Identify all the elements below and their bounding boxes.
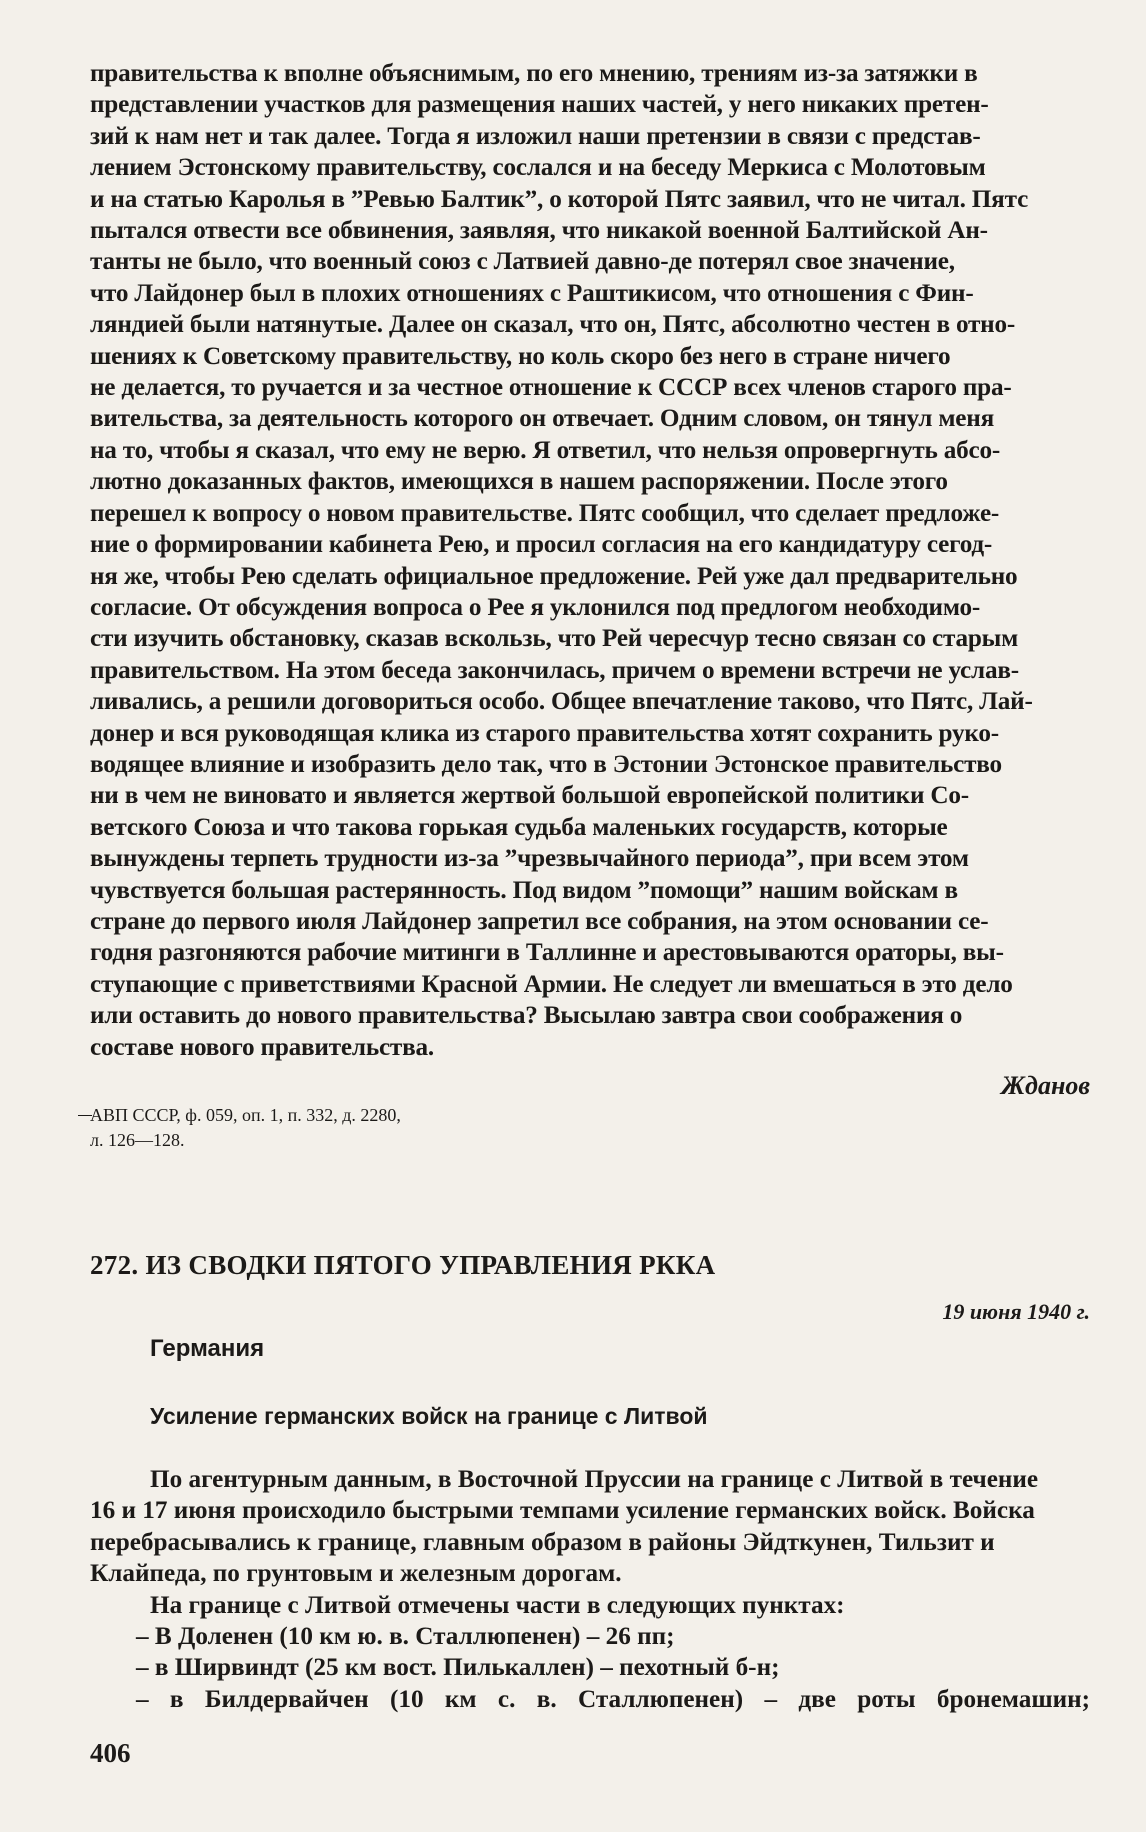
- body-line: ступающие с приветствиями Красной Армии. Не следует ли вмешаться в это дело: [90, 970, 1013, 998]
- source-line: л. 126—128.: [90, 1130, 185, 1150]
- body-line: зий к нам нет и так далее. Тогда я изложил наши претензии в связи с представ-: [90, 122, 981, 150]
- body-line: составе нового правительства.: [90, 1033, 434, 1061]
- body-line: сти изучить обстановку, сказав вскользь, что Рей чересчур тесно связан со старым: [90, 625, 1019, 653]
- document-page: [90, 58, 1090, 1715]
- para-line: Клайпеда, по грунтовым и железным дорогам.: [90, 1560, 622, 1588]
- body-line: правительством. На этом беседа закончилась, причем о времени встречи не услав-: [90, 656, 1019, 684]
- body-line: ляндией были натянутые. Далее он сказал, что он, Пятс, абсолютно честен в отно-: [90, 311, 1016, 339]
- body-line: правительства к вполне объяснимым, по его мнению, трениям из-за затяжки в: [90, 60, 978, 87]
- source-line: АВП СССР, ф. 059, оп. 1, п. 332, д. 2280,: [90, 1105, 401, 1125]
- section-heading: Германия: [150, 1335, 265, 1362]
- body-line: танты не было, что военный союз с Латвией давно-де потерял свое значение,: [90, 248, 955, 276]
- para-line: 16 и 17 июня происходило быстрыми темпами усиление германских войск. Войска: [90, 1497, 1035, 1525]
- body-line: не делается, то ручается и за честное отношение к СССР всех членов старого пра-: [90, 374, 1012, 402]
- intelligence-paragraph: [90, 1464, 1090, 1715]
- body-line: ня же, чтобы Рею сделать официальное предложение. Рей уже дал предварительно: [90, 562, 1018, 590]
- para-line: По агентурным данным, в Восточной Пруссии на границе с Литвой в течение: [150, 1466, 1039, 1493]
- body-line: ни в чем не виновато и является жертвой большой европейской политики Со-: [90, 782, 969, 810]
- body-line: согласие. От обсуждения вопроса о Рее я уклонился под предлогом необходимо-: [90, 593, 981, 621]
- list-item: – в Билдервайчен (10 км с. в. Сталлюпенен) – две роты бронемашин;: [136, 1685, 1090, 1713]
- para-line: На границе с Литвой отмечены части в следующих пунктах:: [150, 1591, 845, 1619]
- body-line: ветского Союза и что такова горькая судьба маленьких государств, которые: [90, 813, 948, 841]
- body-line: ние о формировании кабинета Рею, и просил согласия на его кандидатуру сегод-: [90, 531, 993, 559]
- body-line: лютно доказанных фактов, имеющихся в нашем распоряжении. После этого: [90, 468, 948, 496]
- document-title: 272. ИЗ СВОДКИ ПЯТОГО УПРАВЛЕНИЯ РККА: [90, 1250, 716, 1280]
- list-item: – в Ширвиндт (25 км вост. Пилькаллен) – пехотный б-н;: [136, 1654, 780, 1682]
- body-line: вынуждены терпеть трудности из-за ”чрезвычайного периода”, при всем этом: [90, 845, 969, 873]
- signature: Жданов: [1001, 1071, 1090, 1100]
- locations-list: [90, 1621, 1090, 1715]
- subsection-heading: Усиление германских войск на границе с Литвой: [150, 1403, 708, 1429]
- archive-source: [90, 1103, 450, 1153]
- body-line: водящее влияние и изобразить дело так, что в Эстонии Эстонское правительство: [90, 750, 1002, 778]
- body-line: что Лайдонер был в плохих отношениях с Раштикисом, что отношения с Фин-: [90, 279, 974, 307]
- body-line: на то, чтобы я сказал, что ему не верю. Я ответил, что нельзя опровергнуть абсо-: [90, 436, 1001, 464]
- document-date: 19 июня 1940 г.: [942, 1299, 1090, 1324]
- body-line: шениях к Советскому правительству, но коль скоро без него в стране ничего: [90, 342, 951, 370]
- body-line: чувствуется большая растерянность. Под видом ”помощи” нашим войскам в: [90, 876, 958, 904]
- body-line: вительства, за деятельность которого он отвечает. Одним словом, он тянул меня: [90, 405, 995, 433]
- body-line: стране до первого июля Лайдонер запретил все собрания, на этом основании се-: [90, 907, 989, 935]
- body-line: представлении участков для размещения наших частей, у него никаких претен-: [90, 91, 989, 119]
- page-number: 406: [90, 1738, 131, 1768]
- letter-body: [90, 58, 1090, 1063]
- body-line: пытался отвести все обвинения, заявляя, что никакой военной Балтийской Ан-: [90, 217, 988, 245]
- para-line: перебрасывались к границе, главным образом в районы Эйдткунен, Тильзит и: [90, 1528, 995, 1556]
- body-line: перешел к вопросу о новом правительстве. Пятс сообщил, что сделает предложе-: [90, 499, 1000, 527]
- list-item: – В Доленен (10 км ю. в. Сталлюпенен) – 26 пп;: [136, 1623, 675, 1651]
- body-line: годня разгоняются рабочие митинги в Таллинне и арестовываются ораторы, вы-: [90, 939, 1004, 967]
- body-line: и на статью Каролья в ”Ревью Балтик”, о которой Пятс заявил, что не читал. Пятс: [90, 185, 1029, 213]
- body-line: донер и вся руководящая клика из старого правительства хотят сохранить руко-: [90, 719, 999, 747]
- body-line: ливались, а решили договориться особо. Общее впечатление таково, что Пятс, Лай-: [90, 688, 1033, 716]
- body-line: или оставить до нового правительства? Высылаю завтра свои соображения о: [90, 1002, 963, 1030]
- body-line: лением Эстонскому правительству, сослался и на беседу Меркиса с Молотовым: [90, 154, 986, 182]
